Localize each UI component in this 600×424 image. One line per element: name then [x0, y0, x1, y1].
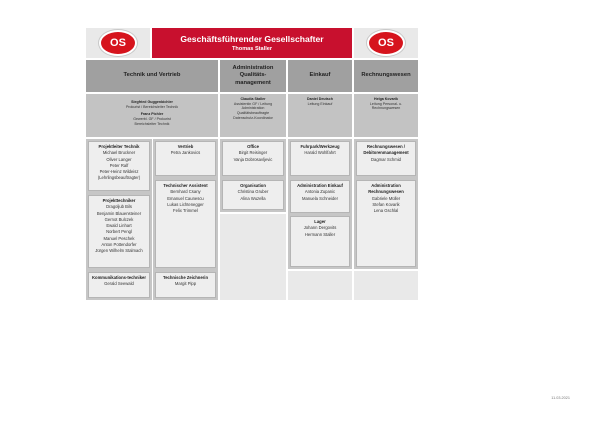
card-title: Kommunikations-techniker: [92, 275, 146, 280]
card-projektleiter: [88, 141, 150, 191]
card-vertrieb: [155, 141, 216, 176]
panel-col5-bottom: [354, 271, 418, 300]
card-title: Lager: [314, 219, 326, 224]
logo-right: [354, 28, 418, 58]
lead-name: Daniel Deutsch: [307, 97, 333, 101]
card-title: Administration Einkauf: [297, 183, 343, 188]
card-title: Vertrieb: [177, 144, 194, 149]
dept-admin: Administration Qualitäts-management: [220, 60, 286, 92]
employee-name: Stefan Kovarik: [372, 201, 400, 207]
dept-einkauf: Einkauf: [288, 60, 352, 92]
os-logo: OS: [367, 30, 405, 56]
employee-name: Margit Pipp: [174, 281, 197, 287]
footer-date: 11.03.2021: [551, 396, 570, 400]
employee-name: Petra Jankovics: [170, 150, 201, 156]
card-title: Technische Zeichnerin: [162, 275, 209, 280]
employee-name: Anton Pottendorfer: [101, 242, 137, 248]
employee-name: Lena Gschlal: [373, 208, 399, 214]
employee-name: Oliver Langer: [106, 156, 132, 162]
header-subtitle: Thomas Staller: [231, 46, 273, 52]
lead-name: Siegfried Guggenbichler: [131, 100, 173, 104]
card-title: Projekttechniker: [102, 198, 136, 203]
card-title: Technischer Assistent: [163, 183, 208, 188]
lead-name: Helga Kovarik: [374, 97, 398, 101]
dept-technik: Technik und Vertrieb: [86, 60, 218, 92]
employee-name: Harald Wohlfahrt: [304, 150, 336, 156]
employee-name: Dragoljub Bils: [106, 204, 132, 210]
lead-role: Leitung Personal- u.: [369, 101, 403, 106]
employee-name: Antonia Zupanic: [304, 189, 336, 195]
card-debitoren: [356, 141, 416, 176]
card-zeichnerin: [155, 272, 216, 298]
employee-name: Peter-Heinz Wildeisz: [99, 169, 139, 175]
employee-name: Alina Wuzella: [240, 195, 266, 201]
card-office: [222, 141, 284, 176]
card-title: Organisation: [240, 183, 266, 188]
lead-role: Administration: [241, 106, 265, 111]
card-projekttechniker: [88, 195, 150, 268]
card-title: Office: [247, 144, 259, 149]
employee-name: Gernot Bulczek: [104, 216, 134, 222]
card-lager: [290, 216, 350, 267]
lead-role: Assistentin GF / Leitung: [233, 101, 273, 106]
lead-role: Gewerbl. GF / Prokurist: [133, 117, 171, 122]
employee-note: (Lehrlingsbeauftragter): [97, 175, 141, 181]
lead-einkauf: [288, 94, 352, 137]
card-assistent: [155, 180, 216, 268]
card-title: Fuhrpark/Werkzeug: [300, 144, 340, 149]
lead-role: Prokurist / Bereichsleiter Technik: [125, 104, 179, 109]
employee-name: Ewald Linhart: [106, 223, 132, 229]
panel-col3-bottom: [220, 214, 286, 300]
panel-col4-bottom: [288, 271, 352, 300]
header-ceo: [152, 28, 352, 58]
lead-name: Franz Pichler: [140, 112, 164, 117]
employee-name: Manuela Schneider: [301, 195, 339, 201]
employee-name: Felix Trimmel: [173, 208, 198, 214]
logo-left: [86, 28, 150, 58]
employee-name: Dagmar Schmid: [370, 156, 402, 162]
card-title: Projektleiter Technik: [98, 144, 140, 149]
header-title: Geschäftsführender Gesellschafter: [180, 34, 324, 44]
os-logo: OS: [99, 30, 137, 56]
employee-name: Lukas Lichtenegger: [167, 201, 204, 207]
lead-role: Rechnungswesen: [371, 106, 401, 111]
employee-name: Johann Dergovits: [303, 225, 337, 231]
employee-name: Hermann Staller: [304, 231, 336, 237]
lead-role: Leitung Einkauf: [307, 101, 333, 106]
employee-name: Jürgen Wilhelm Stalmach: [95, 248, 143, 254]
employee-name: Vanja Dobrosavljevic: [233, 156, 273, 162]
lead-rechnung: [354, 94, 418, 137]
employee-name: Gabriele Müller: [371, 195, 401, 201]
employee-name: Emanuel Caunescu: [167, 195, 204, 201]
employee-name: Michael Bruckner: [102, 150, 136, 156]
employee-name: Peter Ralf: [109, 162, 129, 168]
lead-role: Qualitätsbeauftragte: [236, 111, 270, 116]
card-fuhrpark: [290, 141, 350, 176]
dept-rechnung: Rechnungswesen: [354, 60, 418, 92]
employee-name: Norbert Pengl: [106, 229, 132, 235]
card-organisation: [222, 180, 284, 210]
card-admin-einkauf: [290, 180, 350, 213]
card-title: Rechnungswesen / Debitorenmanagement: [363, 144, 409, 156]
lead-name: Claudia Staller: [240, 97, 266, 101]
lead-admin: [220, 94, 286, 137]
lead-role: Datenschutz-Koordinator: [233, 115, 273, 120]
employee-name: Christina Gruber: [237, 189, 269, 195]
lead-role: Bereichsleiter Technik: [134, 121, 170, 126]
employee-name: Bernhard Csany: [170, 189, 201, 195]
card-kommunikation: [88, 272, 150, 298]
employee-name: Birgit Reisinger: [238, 150, 268, 156]
lead-technik: [86, 94, 218, 137]
card-title: Administration Rechnungswesen: [368, 183, 404, 195]
employee-name: Benjamin Blauensteiner: [96, 210, 142, 216]
card-admin-rechnung: [356, 180, 416, 267]
employee-name: Manuel Peschek: [103, 235, 135, 241]
employee-name: Gerald Seewald: [104, 281, 134, 287]
